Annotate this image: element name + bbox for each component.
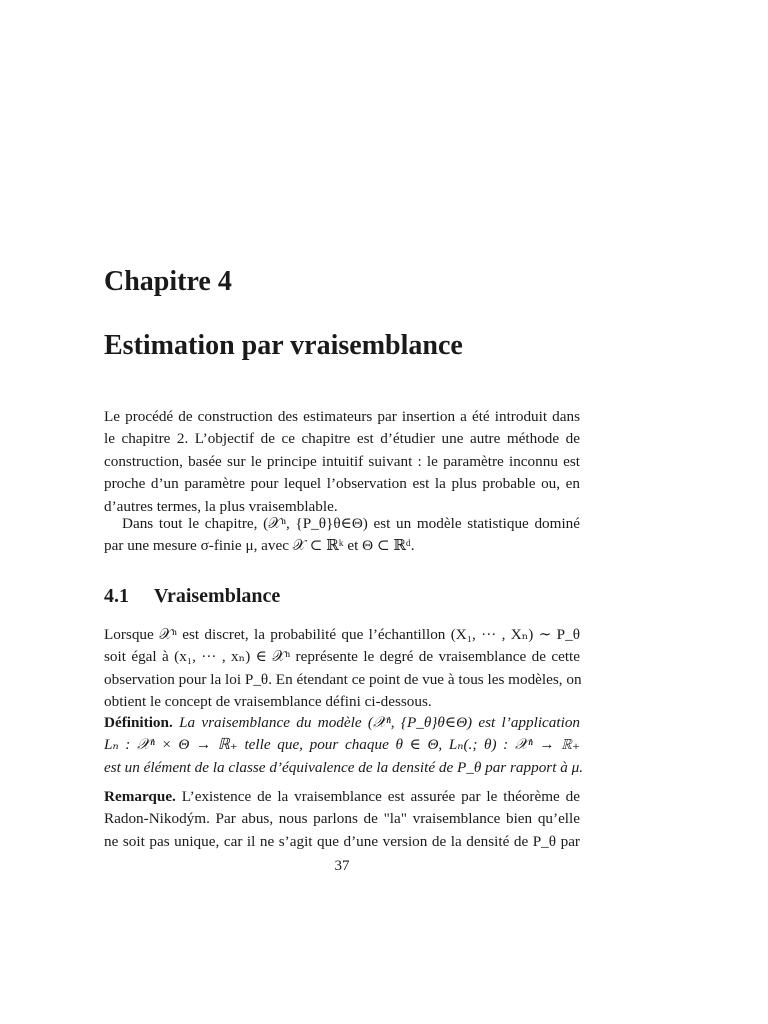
page-number: 37 xyxy=(334,858,350,874)
remark-label: Remarque. xyxy=(104,788,176,805)
body-line: observation pour la loi P_θ. En étendant ce point de vue à tous les modèles, on xyxy=(104,670,582,688)
intro-line: construction, basée sur le principe intuitif suivant : le paramètre inconnu est xyxy=(104,452,580,470)
chapter-title: Estimation par vraisemblance xyxy=(104,330,463,361)
definition-paragraph xyxy=(104,712,584,779)
definition-line: est un élément de la classe d’équivalence de la densité de P_θ par rapport à μ. xyxy=(104,758,584,776)
intro-line: le chapitre 2. L’objectif de ce chapitre est d’étudier une autre méthode de xyxy=(104,430,580,448)
context-paragraph xyxy=(104,513,580,558)
remark-line xyxy=(104,786,580,808)
definition-line: Lₙ : 𝒳ⁿ × Θ → ℝ₊ telle que, pour chaque θ ∈ Θ, Lₙ(.; θ) : 𝒳ⁿ → ℝ₊ xyxy=(104,736,580,754)
intro-line: Le procédé de construction des estimateurs par insertion a été introduit dans xyxy=(104,408,580,425)
body-paragraph xyxy=(104,624,580,714)
remark-line: Radon-Nikodým. Par abus, nous parlons de "la" vraisemblance bien qu’elle xyxy=(104,810,580,828)
definition-line xyxy=(104,712,580,734)
remark-text: L’existence de la vraisemblance est assurée par le théorème de xyxy=(181,788,581,805)
section-number: 4.1 xyxy=(104,585,129,607)
body-line: obtient le concept de vraisemblance défini ci-dessous. xyxy=(104,693,432,711)
remark-line: ne soit pas unique, car il ne s’agit que d’une version de la densité de P_θ par xyxy=(104,832,580,850)
context-line: par une mesure σ-finie μ, avec 𝒳 ⊂ ℝᵏ et Θ ⊂ ℝᵈ. xyxy=(104,537,415,555)
context-line: Dans tout le chapitre, (𝒳ⁿ, {P_θ}θ∈Θ) est un modèle statistique dominé xyxy=(122,515,580,532)
section-title: Vraisemblance xyxy=(154,585,281,607)
section-heading xyxy=(104,585,280,608)
intro-line: proche d’un paramètre pour lequel l’observation est la plus probable ou, en xyxy=(104,475,580,493)
intro-paragraph xyxy=(104,406,580,518)
definition-text: La vraisemblance du modèle (𝒳ⁿ, {P_θ}θ∈Θ) est l’application xyxy=(179,714,581,731)
intro-line: d’autres termes, la plus vraisemblable. xyxy=(104,497,338,515)
remark-paragraph xyxy=(104,786,580,853)
chapter-label: Chapitre 4 xyxy=(104,266,232,297)
body-line: soit égal à (x₁, ··· , xₙ) ∈ 𝒳ⁿ représente le degré de vraisemblance de cette xyxy=(104,648,580,666)
definition-label: Définition. xyxy=(104,714,173,731)
body-line: Lorsque 𝒳ⁿ est discret, la probabilité que l’échantillon (X₁, ··· , Xₙ) ∼ P_θ xyxy=(104,626,580,643)
